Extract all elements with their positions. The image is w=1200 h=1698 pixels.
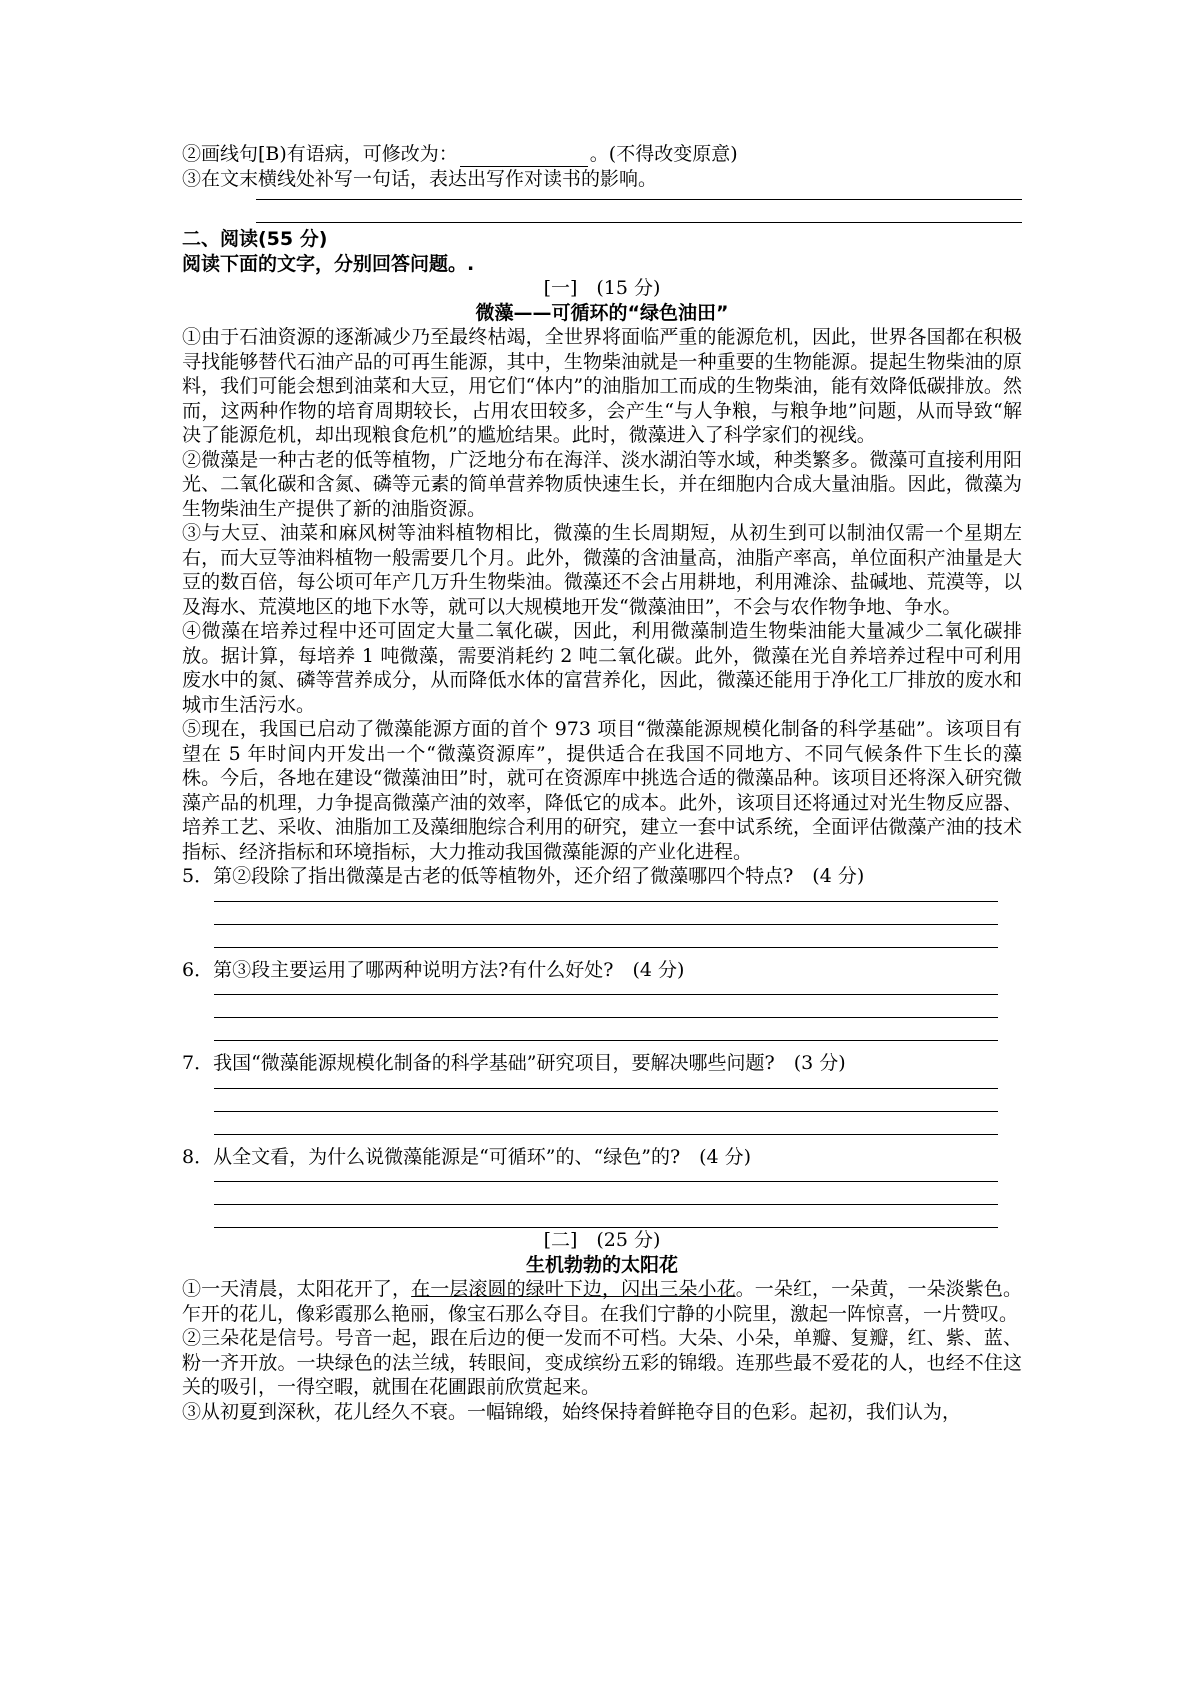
- part2-paragraph-2: ②三朵花是信号。号音一起，跟在后边的便一发而不可档。大朵、小朵，单瓣、复瓣，红、紫、蓝、粉一齐开放。一块绿色的法兰绒，转眼间，变成缤纷五彩的锦缎。连那些最不爱花的人，也经不住这关的吸引，一得空暇，就围在花圃跟前欣赏起来。: [182, 1327, 1022, 1398]
- item-2-tail: 。(不得改变原意): [589, 143, 738, 165]
- answer-blank-inline[interactable]: [460, 150, 588, 167]
- part1-paragraph-1: ①由于石油资源的逐渐减少乃至最终枯竭，全世界将面临严重的能源危机，因此，世界各国都在积极寻找能够替代石油产品的可再生能源，其中，生物柴油就是一种重要的生物能源。提起生物柴油的原料，我们可能会想到油菜和大豆，用它们“体内”的油脂加工而成的生物柴油，能有效降低碳排放。然而，这两种作物的培育周期较长，占用农田较多，会产生“与人争粮，与粮争地”问题，从而导致“解决了能源危机，却出现粮食危机”的尴尬结果。此时，微藻进入了科学家们的视线。: [182, 326, 1022, 446]
- part1-paragraph-2: ②微藻是一种古老的低等植物，广泛地分布在海洋、淡水湖泊等水域，种类繁多。微藻可直接利用阳光、二氧化碳和含氮、磷等元素的简单营养物质快速生长，并在细胞内合成大量油脂。因此，微藻为生物柴油生产提供了新的油脂资源。: [182, 448, 1022, 520]
- question-5: 5．第②段除了指出微藻是古老的低等植物外，还介绍了微藻哪四个特点? (4 分): [182, 865, 865, 887]
- part2-paragraph-1: [182, 1277, 1022, 1326]
- section-heading: 二、阅读(55 分): [182, 228, 328, 250]
- question-6: 6．第③段主要运用了哪两种说明方法?有什么好处? (4 分): [182, 958, 685, 981]
- exam-page: [182, 142, 1022, 1424]
- item-2-text: ②画线句[B)有语病，可修改为：: [182, 143, 458, 165]
- question-7: 7．我国“微藻能源规模化制备的科学基础”研究项目，要解决哪些问题? (3 分): [182, 1052, 846, 1074]
- part2-p1-end: 。一朵红，一朵黄，一朵淡紫色。乍开的花儿，像彩霞那么艳丽，像宝石那么夺目。在我们宁静的小院里，激起一阵惊喜，一片赞叹。: [182, 1278, 1022, 1325]
- part2-paragraph-3: ③从初夏到深秋，花儿经久不衰。一幅锦缎，始终保持着鲜艳夺目的色彩。起初，我们认为，: [182, 1400, 962, 1423]
- part1-title: 微藻——可循环的“绿色油田”: [475, 301, 729, 324]
- question-8: 8．从全文看，为什么说微藻能源是“可循环”的、“绿色”的? (4 分): [182, 1145, 752, 1168]
- part1-label: [一] (15 分): [543, 277, 661, 299]
- underlined-sentence: 在一层滚圆的绿叶下边，闪出三朵小花: [411, 1278, 736, 1300]
- part2-title: 生机勃勃的太阳花: [525, 1253, 678, 1276]
- part2-p1-start: ①一天清晨，太阳花开了，: [182, 1278, 412, 1300]
- part1-paragraph-3: ③与大豆、油菜和麻风树等油料植物相比，微藻的生长周期短，从初生到可以制油仅需一个星期左右，而大豆等油料植物一般需要几个月。此外，微藻的含油量高，油脂产率高，单位面积产油量是大豆的数百倍，每公顷可年产几万升生物柴油。微藻还不会占用耕地，利用滩涂、盐碱地、荒漠等，以及海水、荒漠地区的地下水等，就可以大规模地开发“微藻油田”，不会与农作物争地、争水。: [182, 522, 1022, 618]
- item-3-prompt: ③在文末横线处补写一句话，表达出写作对读书的影响。: [182, 167, 658, 190]
- part1-paragraph-5: ⑤现在，我国已启动了微藻能源方面的首个 973 项目“微藻能源规模化制备的科学基础”。该项目有望在 5 年时间内开发出一个“微藻资源库”，提供适合在我国不同地方、不同气候条件下生长的藻株。今后，各地在建设“微藻油田”时，就可在资源库中挑选合适的微藻品种。该项目还将深入研究微藻产品的机理，力争提高微藻产油的效率，降低它的成本。此外，该项目还将通过对光生物反应器、培养工艺、采收、油脂加工及藻细胞综合利用的研究，建立一套中试系统，全面评估微藻产油的技术指标、经济指标和环境指标，大力推动我国微藻能源的产业化进程。: [182, 718, 1022, 863]
- part2-label: [二] (25 分): [543, 1229, 661, 1251]
- part1-paragraph-4: ④微藻在培养过程中还可固定大量二氧化碳，因此，利用微藻制造生物柴油能大量减少二氧化碳排放。据计算，每培养 1 吨微藻，需要消耗约 2 吨二氧化碳。此外，微藻在光自养培养过程中可利用废水中的氮、磷等营养成分，从而降低水体的富营养化，因此，微藻还能用于净化工厂排放的废水和城市生活污水。: [182, 620, 1022, 716]
- section-instruction: 阅读下面的文字，分别回答问题。.: [182, 252, 475, 275]
- item-2-rewrite: [182, 142, 1022, 167]
